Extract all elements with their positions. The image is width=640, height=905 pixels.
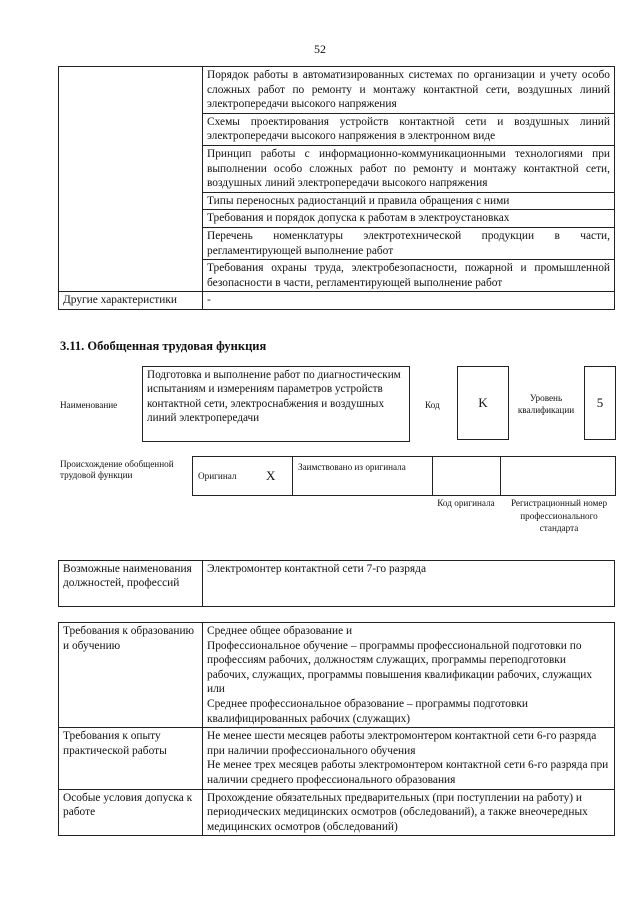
education-line: Среднее общее образование и [207, 625, 353, 637]
table-row [59, 561, 615, 607]
origin-divider [500, 456, 501, 495]
education-line: Среднее профессиональное образование – программы подготовки квалифицированных рабочих (служащих) [207, 697, 528, 725]
original-label: Оригинал [198, 471, 237, 481]
table-row [59, 789, 615, 836]
origin-label: Происхождение обобщенной трудовой функции [60, 459, 174, 480]
admission-label: Особые условия допуска к работе [59, 789, 203, 836]
name-value: Подготовка и выполнение работ по диагностическим испытаниям и измерениям параметров устройств контактной сети, электроснабжения и воздушных линий электропередачи [142, 366, 410, 442]
original-mark: X [266, 468, 276, 483]
knowledge-item: Типы переносных радиостанций и правила обращения с ними [203, 192, 615, 210]
experience-label: Требования к опыту практической работы [59, 728, 203, 789]
other-characteristics-value: - [203, 292, 615, 310]
name-label: Наименование [60, 400, 118, 410]
knowledge-item: Схемы проектирования устройств контактной сети и воздушных линий электропередачи высокого напряжения в электронном виде [203, 113, 615, 145]
knowledge-item: Требования и порядок допуска к работам в электроустановках [203, 210, 615, 228]
knowledge-table [58, 66, 615, 310]
origin-divider [432, 456, 433, 495]
other-characteristics-label: Другие характеристики [59, 292, 203, 310]
experience-line: Не менее трех месяцев работы электромонтером контактной сети 6-го разряда при наличии среднего профессионального образования [207, 759, 609, 786]
education-line: или [207, 683, 225, 696]
experience-line: Не менее шести месяцев работы электромонтером контактной сети 6-го разряда при наличии профессионального обучения [207, 730, 597, 757]
table-row [59, 67, 615, 114]
admission-value [203, 789, 615, 836]
requirements-table [58, 622, 615, 836]
level-value: 5 [584, 366, 616, 440]
positions-label: Возможные наименования должностей, профессий [59, 561, 203, 607]
section-title: 3.11. Обобщенная трудовая функция [60, 339, 267, 353]
level-label: Уровень квалификации [517, 393, 575, 415]
table-row [59, 623, 615, 728]
positions-value: Электромонтер контактной сети 7-го разряда [203, 561, 615, 607]
empty-label-cell [59, 67, 203, 292]
education-line: Профессиональное обучение – программы профессиональной подготовки по профессиям рабочих, должностям служащих, программы переподготовки рабочих, служащих, программы повышения квалификации рабочих, служащих [207, 639, 593, 681]
knowledge-item: Порядок работы в автоматизированных системах по организации и учету особо сложных работ по ремонту и монтажу контактной сети, воздушных линий электропередачи высокого напряжения [203, 67, 615, 114]
page-number: 52 [314, 42, 326, 56]
education-label: Требования к образованию и обучению [59, 623, 203, 728]
education-value [203, 623, 615, 728]
admission-line: Прохождение обязательных предварительных (при поступлении на работу) и периодических медицинских осмотров (обследований), а также внеочередных медицинских осмотров (обследований) [207, 791, 588, 833]
table-row [59, 292, 615, 310]
positions-table [58, 560, 615, 607]
knowledge-item: Перечень номенклатуры электротехнической продукции в части, регламентирующей выполнение работ [203, 227, 615, 259]
code-original-label: Код оригинала [437, 498, 495, 508]
reg-number-label: Регистрационный номер профессионального стандарта [510, 498, 608, 533]
origin-divider [292, 456, 293, 495]
code-value: K [457, 366, 509, 440]
borrowed-label: Заимствовано из оригинала [298, 462, 406, 472]
experience-value [203, 728, 615, 789]
code-label: Код [425, 400, 440, 410]
table-row [59, 728, 615, 789]
knowledge-item: Требования охраны труда, электробезопасности, пожарной и промышленной безопасности в части, регламентирующей выполнение работ [203, 260, 615, 292]
knowledge-item: Принцип работы с информационно-коммуникационными технологиями при выполнении особо сложных работ по ремонту и монтажу контактной сети, воздушных линий электропередачи высокого напряжения [203, 145, 615, 192]
